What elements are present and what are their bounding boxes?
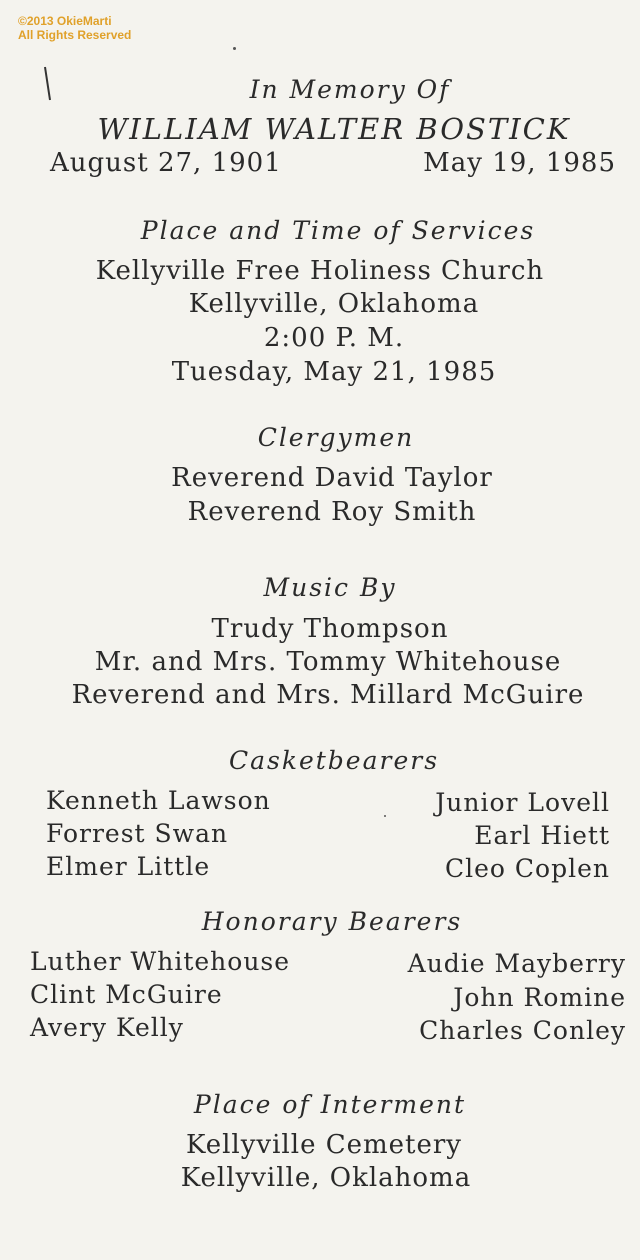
death-date: May 19, 1985 <box>423 148 616 178</box>
memory-heading: In Memory Of <box>249 75 451 104</box>
service-church: Kellyville Free Holiness Church <box>95 256 545 286</box>
copyright-watermark <box>18 14 131 42</box>
music-name: Trudy Thompson <box>211 614 449 644</box>
service-location: Kellyville, Oklahoma <box>188 289 480 319</box>
interment-location: Kellyville, Oklahoma <box>180 1163 472 1193</box>
services-heading: Place and Time of Services <box>140 216 536 245</box>
casketbearer-right: Earl Hiett <box>474 821 610 850</box>
honorary-left: Avery Kelly <box>30 1013 184 1042</box>
deceased-name: WILLIAM WALTER BOSTICK <box>97 112 571 146</box>
casketbearer-right: Cleo Coplen <box>445 854 610 883</box>
clergy-name: Reverend Roy Smith <box>187 497 477 527</box>
interment-heading: Place of Interment <box>193 1090 467 1119</box>
honorary-heading: Honorary Bearers <box>201 907 463 936</box>
interment-cemetery: Kellyville Cemetery <box>186 1130 462 1160</box>
casketbearer-left: Elmer Little <box>46 852 211 881</box>
speck <box>384 815 386 817</box>
service-date: Tuesday, May 21, 1985 <box>171 357 497 387</box>
speck <box>233 47 236 50</box>
honorary-right: Audie Mayberry <box>407 949 626 978</box>
honorary-left: Luther Whitehouse <box>30 947 291 976</box>
service-time: 2:00 P. M. <box>263 323 405 353</box>
casketbearers-heading: Casketbearers <box>228 746 440 775</box>
honorary-right: John Romine <box>453 983 626 1012</box>
casketbearer-left: Forrest Swan <box>46 819 229 848</box>
casketbearer-left: Kenneth Lawson <box>46 786 271 815</box>
honorary-right: Charles Conley <box>419 1016 626 1045</box>
honorary-left: Clint McGuire <box>30 980 223 1009</box>
watermark-line-2: All Rights Reserved <box>18 28 132 42</box>
clergy-name: Reverend David Taylor <box>171 463 493 493</box>
music-name: Reverend and Mrs. Millard McGuire <box>71 680 585 710</box>
clergy-heading: Clergymen <box>257 423 415 452</box>
music-name: Mr. and Mrs. Tommy Whitehouse <box>94 647 562 677</box>
watermark-line-1: ©2013 OkieMarti <box>18 14 112 28</box>
casketbearer-right: Junior Lovell <box>435 788 610 817</box>
music-heading: Music By <box>263 573 397 602</box>
birth-date: August 27, 1901 <box>50 148 282 178</box>
